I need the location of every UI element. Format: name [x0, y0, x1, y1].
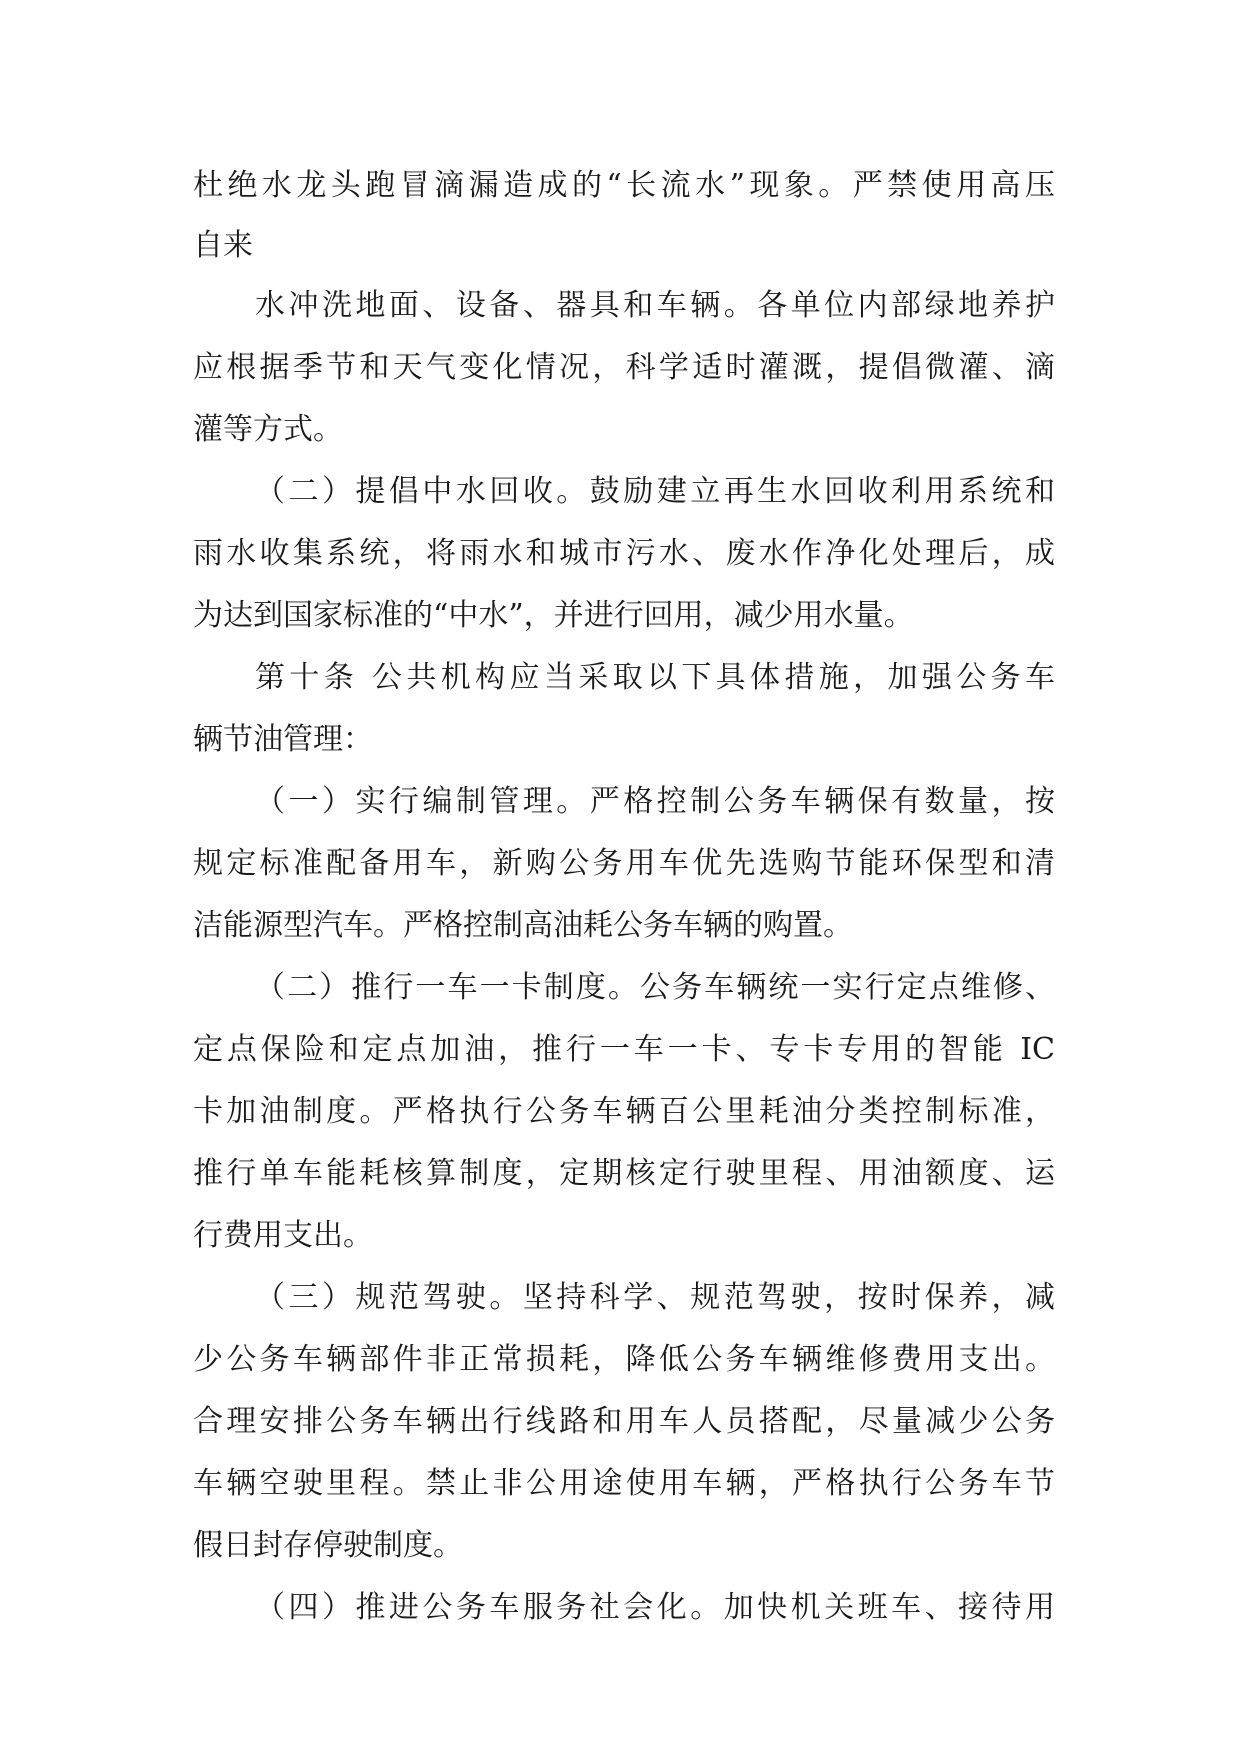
text-line: 行费用支出。: [193, 1218, 373, 1253]
text-line: 辆节油管理：: [193, 722, 373, 757]
text-line: 杜绝水龙头跑冒滴漏造成的“长流水”现象。严禁使用高压: [193, 168, 1055, 203]
text-line: 为达到国家标准的“中水”，并进行回用，减少用水量。: [193, 598, 914, 633]
text-line: （二）提倡中水回收。鼓励建立再生水回收利用系统和: [255, 474, 1055, 509]
text-line: 自来: [193, 228, 253, 263]
text-line: 应根据季节和天气变化情况，科学适时灌溉，提倡微灌、滴: [193, 350, 1055, 385]
text-line: 雨水收集系统，将雨水和城市污水、废水作净化处理后，成: [193, 536, 1055, 571]
text-line: （四）推进公务车服务社会化。加快机关班车、接待用: [255, 1590, 1055, 1625]
text-line: （二）推行一车一卡制度。公务车辆统一实行定点维修、: [255, 970, 1055, 1005]
text-line: 卡加油制度。严格执行公务车辆百公里耗油分类控制标准，: [193, 1094, 1055, 1129]
text-line: 第十条 公共机构应当采取以下具体措施，加强公务车: [255, 660, 1055, 695]
text-line: 车辆空驶里程。禁止非公用途使用车辆，严格执行公务车节: [193, 1466, 1055, 1501]
body-text: [193, 155, 1055, 1639]
text-line: 规定标准配备用车，新购公务用车优先选购节能环保型和清: [193, 846, 1055, 881]
text-line: （三）规范驾驶。坚持科学、规范驾驶，按时保养，减: [255, 1280, 1055, 1315]
text-line: 水冲洗地面、设备、器具和车辆。各单位内部绿地养护: [255, 288, 1055, 323]
text-line: 假日封存停驶制度。: [193, 1528, 463, 1563]
text-line: 合理安排公务车辆出行线路和用车人员搭配，尽量减少公务: [193, 1404, 1055, 1439]
text-line: 推行单车能耗核算制度，定期核定行驶里程、用油额度、运: [193, 1156, 1055, 1191]
text-line: 洁能源型汽车。严格控制高油耗公务车辆的购置。: [193, 908, 853, 943]
text-line: 定点保险和定点加油，推行一车一卡、专卡专用的智能 IC: [193, 1032, 1055, 1067]
text-line: （一）实行编制管理。严格控制公务车辆保有数量，按: [255, 784, 1055, 819]
text-line: 少公务车辆部件非正常损耗，降低公务车辆维修费用支出。: [193, 1342, 1055, 1377]
text-line: 灌等方式。: [193, 412, 343, 447]
